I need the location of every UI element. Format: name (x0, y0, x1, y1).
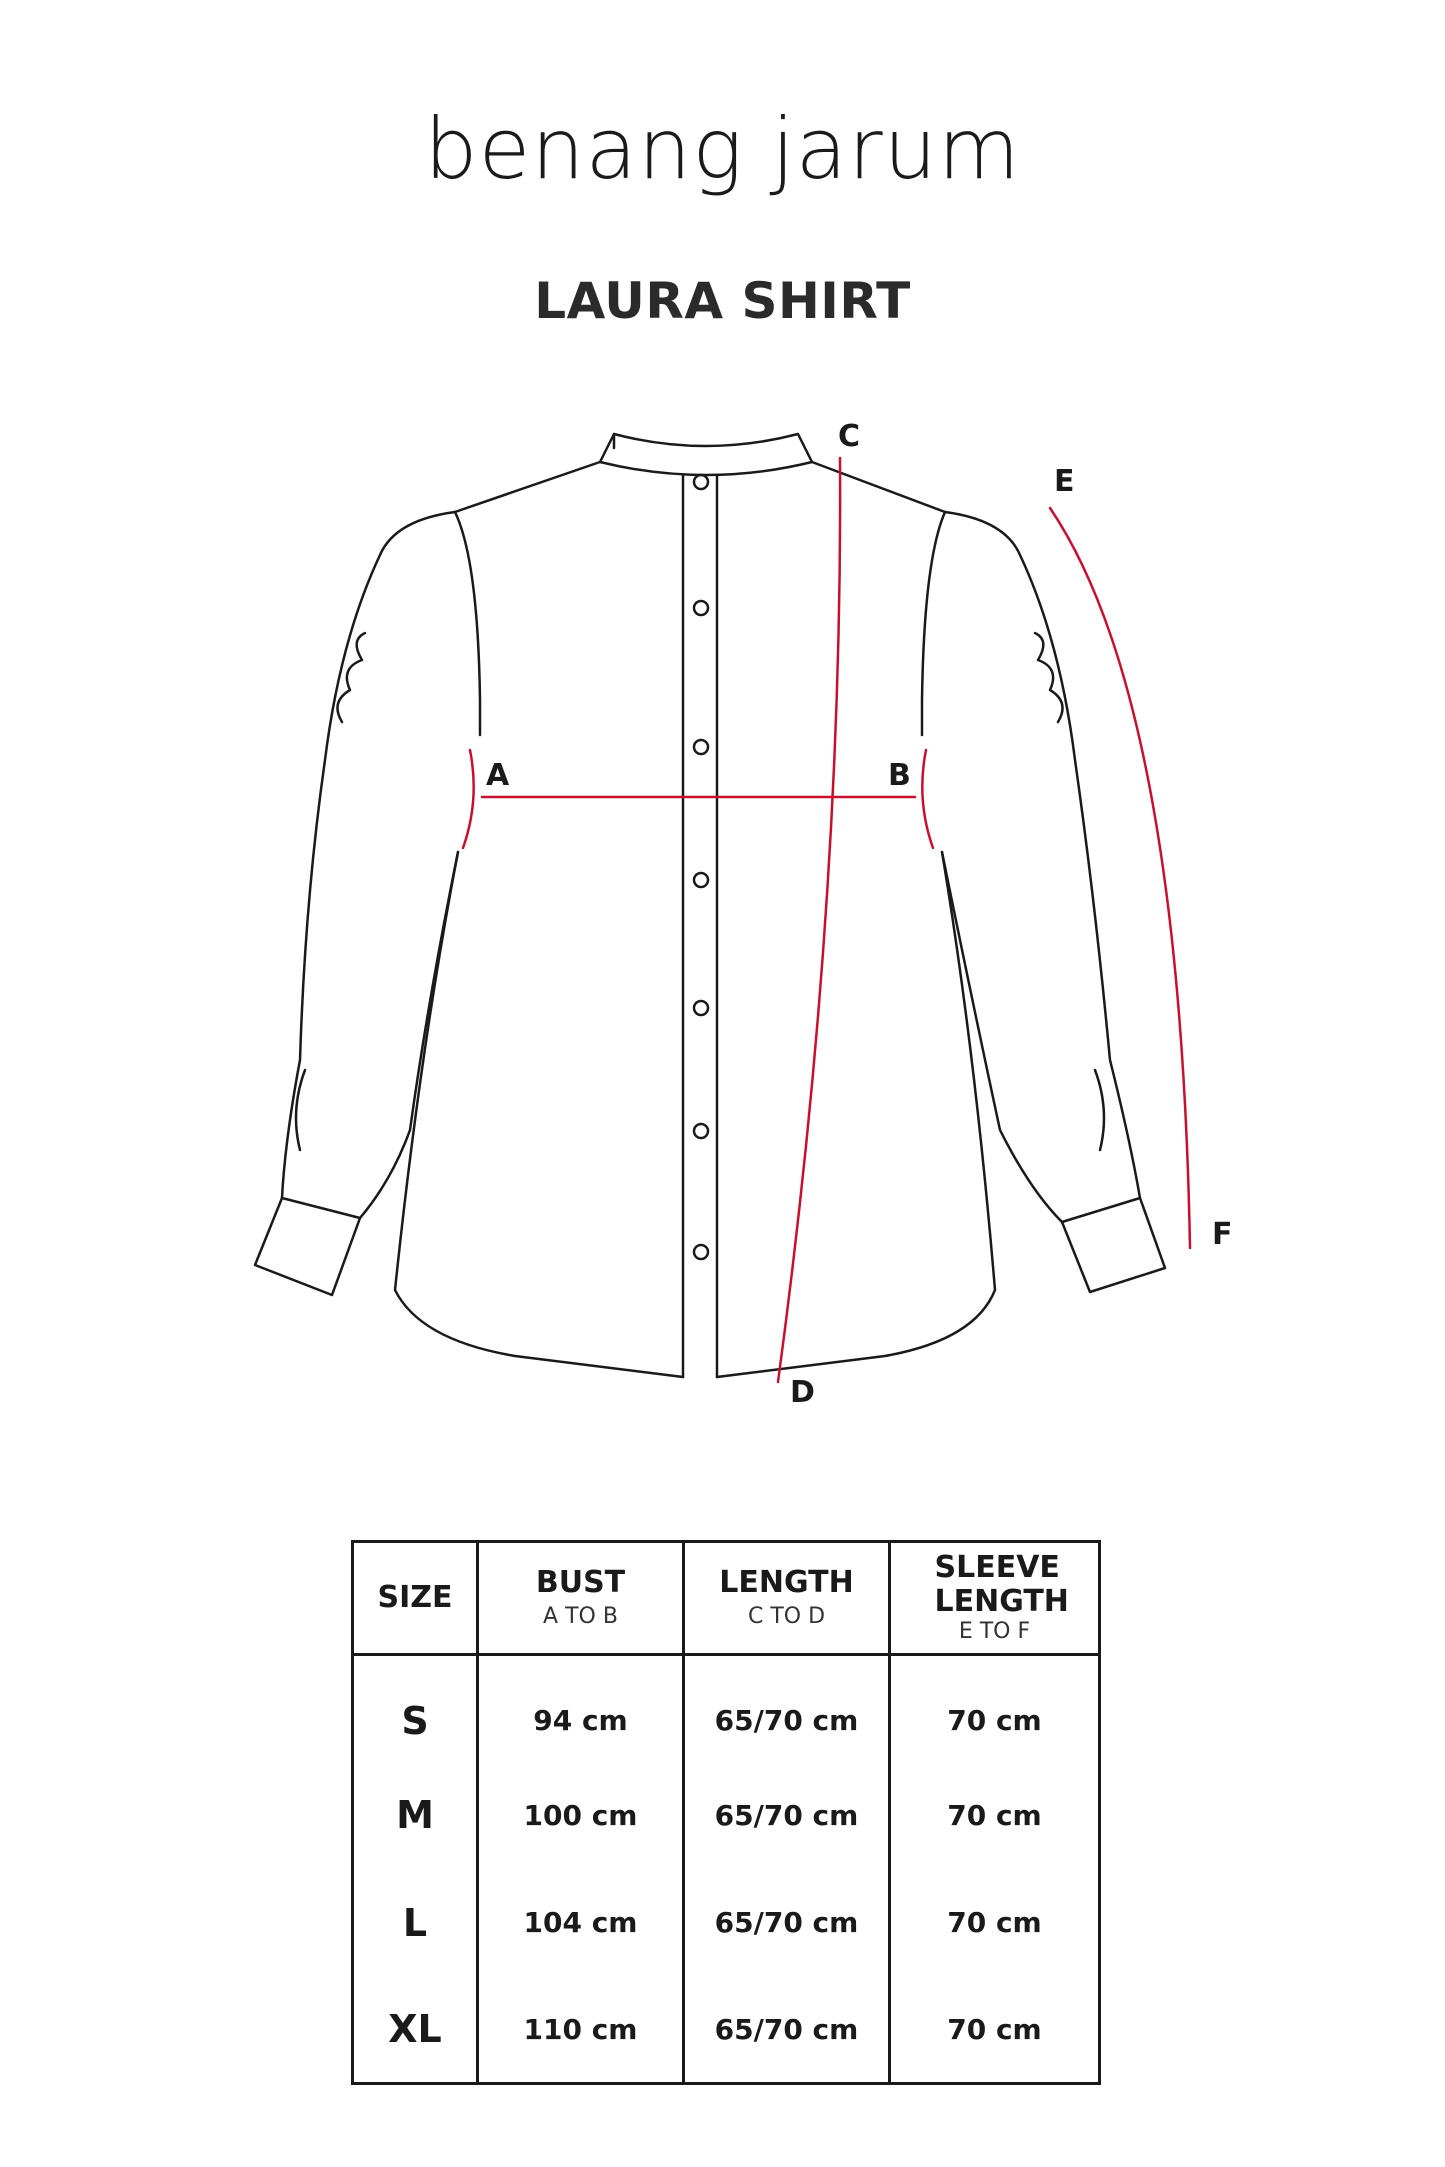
header-sleeve-length: SLEEVE LENGTH E TO F (890, 1542, 1100, 1655)
size-cell: XL (353, 1976, 478, 2083)
bust-cell: 110 cm (478, 1976, 684, 2083)
bust-left-arc (463, 750, 474, 848)
bust-cell: 94 cm (478, 1655, 684, 1762)
buttons (694, 475, 708, 1259)
size-cell: M (353, 1762, 478, 1869)
shirt-body (395, 852, 995, 1377)
header-bust: BUST A TO B (478, 1542, 684, 1655)
point-label-a: A (486, 758, 510, 793)
bust-right-arc (922, 750, 933, 848)
size-cell: L (353, 1869, 478, 1976)
length-cell: 65/70 cm (684, 1976, 890, 2083)
left-shoulder (455, 462, 600, 512)
table-row (353, 1869, 1100, 1976)
header-size: SIZE (353, 1542, 478, 1655)
header-length: LENGTH C TO D (684, 1542, 890, 1655)
length-cell: 65/70 cm (684, 1869, 890, 1976)
page-title: LAURA SHIRT (534, 272, 911, 330)
sleeve-cell: 70 cm (890, 1655, 1100, 1762)
table-header-row (353, 1542, 1100, 1655)
measurement-lines (463, 458, 1190, 1382)
table-row (353, 1976, 1100, 2083)
point-label-f: F (1212, 1217, 1233, 1252)
bust-cell: 104 cm (478, 1869, 684, 1976)
button-placket (683, 475, 717, 1377)
bust-cell: 100 cm (478, 1762, 684, 1869)
length-cell: 65/70 cm (684, 1655, 890, 1762)
collar (600, 434, 812, 475)
right-shoulder (812, 462, 945, 512)
point-label-b: B (888, 758, 911, 793)
sleeve-measure-line (1050, 508, 1190, 1248)
right-sleeve (922, 512, 1165, 1292)
size-table (351, 1540, 1101, 2085)
table-row (353, 1762, 1100, 1869)
length-measure-line (778, 458, 840, 1382)
length-cell: 65/70 cm (684, 1762, 890, 1869)
left-sleeve (255, 512, 480, 1295)
point-label-d: D (790, 1375, 815, 1410)
table-row (353, 1655, 1100, 1762)
sleeve-cell: 70 cm (890, 1976, 1100, 2083)
point-label-e: E (1054, 464, 1075, 499)
sleeve-cell: 70 cm (890, 1762, 1100, 1869)
brand-logo: benang jarum (424, 100, 1021, 198)
sleeve-cell: 70 cm (890, 1869, 1100, 1976)
point-label-c: C (838, 419, 861, 454)
size-cell: S (353, 1655, 478, 1762)
